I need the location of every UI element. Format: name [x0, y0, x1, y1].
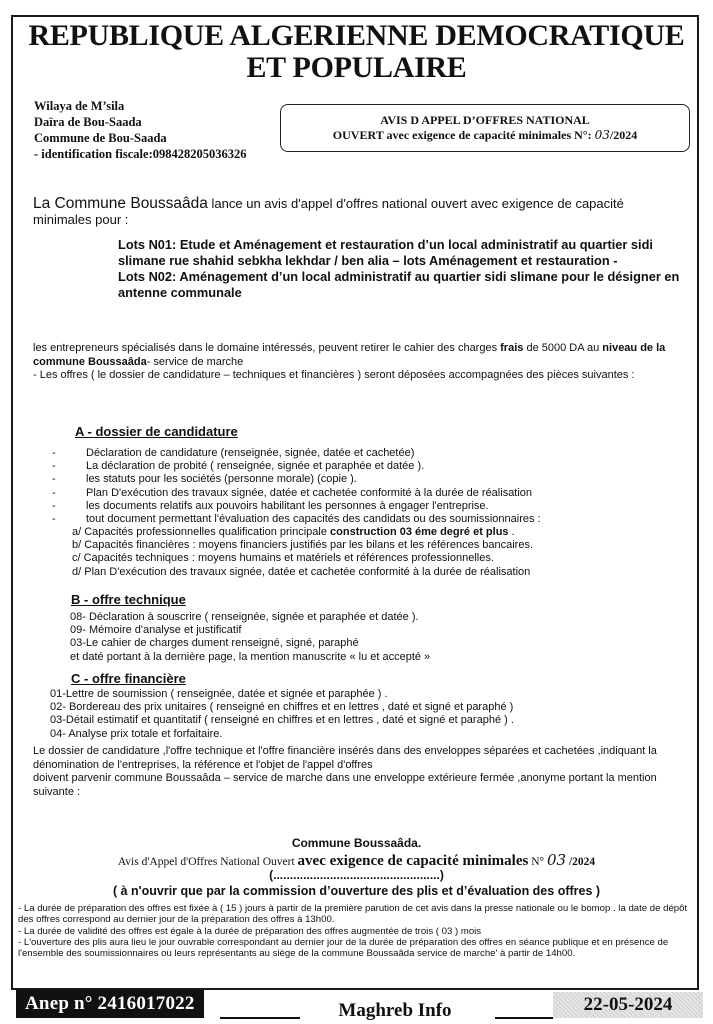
- subitem-c: c/ Capacités techniques : moyens humains et matériels et références professionnelles.: [72, 552, 494, 565]
- publication-date: 22-05-2024: [553, 992, 703, 1018]
- section-a-subitems: [72, 526, 682, 579]
- section-c-item: 04- Analyse prix totale et forfaitaire.: [50, 727, 223, 740]
- section-b-item: 03-Le cahier de charges dument renseigné, signé, paraphé: [70, 637, 359, 650]
- lot-1: Lots N01: Etude et Aménagement et restauration d’un local administratif au quartier sidi slimane rue shahid sebkha lekhdar / ben alia – lots Aménagement et restauration -: [118, 237, 653, 268]
- subitem-a: [72, 526, 682, 539]
- subitem-a-bold: construction 03 éme degré et plus: [330, 526, 509, 538]
- retrait-text-a: les entrepreneurs spécialisés dans le domaine intéressés, peuvent retirer le cahier des charges: [33, 342, 501, 354]
- section-b-heading: B - offre technique: [71, 592, 186, 607]
- closing-line2: doivent parvenir commune Boussaâda – service de marche dans une enveloppe extérieure fermée ,anonyme portant la mention suivante :: [33, 772, 657, 798]
- section-a-item: - Plan D'exécution des travaux signée, datée et cachetée conformité à la durée de réalisation: [52, 487, 672, 500]
- section-b-item: 09- Mémoire d'analyse et justificatif: [70, 624, 242, 637]
- retrait-text: [33, 342, 681, 369]
- avis-box-line2-text: OUVERT avec exigence de capacité minimales N°:: [332, 128, 595, 142]
- avis-box: [280, 104, 690, 152]
- issuer-fiscal-id: - identification fiscale:098428205036326: [34, 147, 247, 161]
- avis-box-line1: AVIS D APPEL D’OFFRES NATIONAL: [380, 113, 590, 127]
- mention-year: /2024: [566, 856, 596, 868]
- intro-paragraph: [33, 196, 673, 228]
- section-b-item: 08- Déclaration à souscrire ( renseignée, signée et paraphée et datée ).: [70, 611, 419, 623]
- footer-rule-left: [220, 1017, 300, 1019]
- section-a-item: - les statuts pour les sociétés (personne morale) (copie ).: [52, 473, 672, 486]
- page-title-line2: ET POPULAIRE: [246, 51, 467, 84]
- section-a-heading: A - dossier de candidature: [75, 424, 238, 439]
- section-c-list: [50, 688, 670, 741]
- lots-block: [118, 237, 688, 301]
- mention-avis-no: N°: [528, 856, 547, 868]
- newspaper-name: Maghreb Info: [338, 1000, 452, 1021]
- retrait-text-b: de 5000 DA au: [523, 342, 603, 354]
- subitem-b: b/ Capacités financières : moyens financiers justifiés par les bilans et les références bancaires.: [72, 539, 534, 552]
- issuer-block: [34, 98, 246, 162]
- subitem-a-prefix: a/ Capacités professionnelles qualification principale: [72, 526, 331, 538]
- subitem-a-suffix: .: [508, 526, 515, 538]
- retrait-lieu: niveau de la commune Boussaâda: [33, 342, 666, 368]
- mention-placeholder: (..................................................): [269, 868, 444, 882]
- terms-block: [18, 903, 690, 959]
- lot-2: Lots N02: Aménagement d’un local administratif au quartier sidi slimane pour le désigner en antenne communale: [118, 269, 680, 300]
- offres-text: - Les offres ( le dossier de candidature – techniques et financières ) seront déposées accompagnées des pièces suivantes :: [33, 369, 635, 381]
- section-c-item: 01-Lettre de soumission ( renseignée, datée et signée et paraphée ) .: [50, 688, 388, 700]
- avis-year: /2024: [609, 128, 638, 142]
- retrait-paragraph: [33, 342, 681, 383]
- mention-avis-prefix: Avis d'Appel d'Offres National Ouvert: [117, 856, 298, 868]
- issuer-wilaya: Wilaya de M’sila: [34, 99, 125, 113]
- section-c-heading: C - offre financière: [71, 671, 186, 686]
- section-a-list: [52, 447, 672, 526]
- section-a-item: - La déclaration de probité ( renseignée, signée et paraphée et datée ).: [52, 460, 672, 473]
- issuer-daira: Daïra de Bou-Saada: [34, 115, 142, 129]
- section-c-item: 03-Détail estimatif et quantitatif ( renseigné en chiffres et en lettres , daté et signé et paraphé ) .: [50, 714, 514, 727]
- section-c-item: 02- Bordereau des prix unitaires ( renseigné en chiffres et en lettres , daté et signé et paraphé ): [50, 701, 514, 714]
- intro-text: lance un avis d'appel d'offres national ouvert avec exigence de capacité minimales pour :: [33, 196, 624, 227]
- intro-commune-name: La Commune Boussaâda: [33, 195, 208, 212]
- retrait-text-c: - service de marche: [146, 355, 244, 368]
- section-b-list: [70, 611, 670, 664]
- footer-rule-right: [495, 1017, 553, 1019]
- closing-paragraph: [33, 745, 681, 799]
- section-a-item: - tout document permettant l'évaluation des capacités des candidats ou des soumissionnaires :: [52, 513, 672, 526]
- retrait-frais: frais: [500, 342, 524, 354]
- mention-instruction: ( à n'ouvrir que par la commission d’ouverture des plis et d’évaluation des offres ): [112, 884, 601, 898]
- mention-avis-large: avec exigence de capacité minimales: [297, 853, 529, 869]
- section-a-item: - Déclaration de candidature (renseignée, signée, datée et cachetée): [52, 447, 672, 460]
- avis-number-handwritten: 03: [594, 128, 610, 142]
- anep-reference: Anep n° 2416017022: [16, 990, 204, 1018]
- mention-commune: Commune Boussaâda.: [291, 836, 422, 850]
- page-title-line1: REPUBLIQUE ALGERIENNE DEMOCRATIQUE: [28, 19, 685, 52]
- avis-box-line2: [281, 128, 689, 143]
- term-item: - L'ouverture des plis aura lieu le jour ouvrable correspondant au dernier jour de la durée de préparation des offres en séance publique et en présence de l'ensemble des soumissionnaires ou leurs représentants au siège de la commune Boussaâda service de marche' à partir de 14h00.: [18, 936, 669, 960]
- subitem-d: d/ Plan D'exécution des travaux signée, datée et cachetée conformité à la durée de réalisation: [72, 565, 531, 578]
- term-item: - La durée de validité des offres est égale à la durée de préparation des offres augmentée de trois ( 03 ) mois: [18, 925, 482, 937]
- closing-line1: Le dossier de candidature ,l'offre technique et l'offre financière insérés dans des enveloppes séparées et cachetées ,indiquant la dénomination de l'entreprises, la référence et l'objet de l'appel d'offres: [33, 745, 657, 771]
- term-item: - La durée de préparation des offres est fixée à ( 15 ) jours à partir de la première parution de cet avis dans la presse nationale ou le bomop . la date de dépôt des offres correspond au dernier jour de la préparation des offres à 13h00.: [18, 903, 688, 926]
- section-a-item: - les documents relatifs aux pouvoirs habilitant les personnes à engager l'entreprise.: [52, 500, 672, 513]
- issuer-commune: Commune de Bou-Saada: [34, 131, 167, 145]
- section-b-item: et daté portant à la dernière page, la mention manuscrite « lu et accepté »: [70, 650, 431, 663]
- mention-number-handwritten: 03: [546, 851, 567, 869]
